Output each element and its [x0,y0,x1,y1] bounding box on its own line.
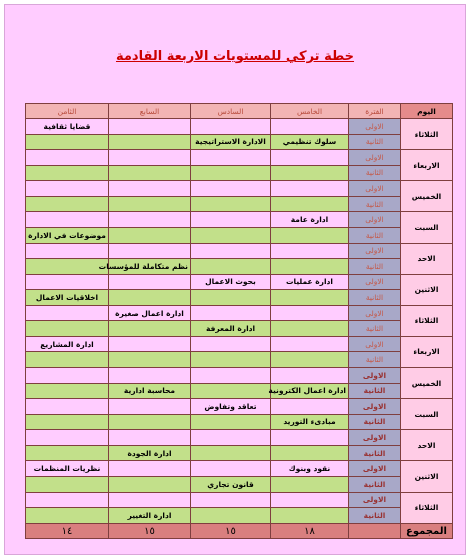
schedule-row [26,290,453,306]
course-cell [271,321,349,337]
period-cell: الاولى [349,274,401,290]
schedule-row [26,336,453,352]
course-cell: مبادىء التوريد [271,414,349,430]
total-empty-cell [349,524,401,539]
schedule-row [26,414,453,430]
period-cell: الاولى [349,492,401,508]
course-cell: اخلاقيات الاعمال [26,290,109,306]
header-period: الفترة [349,104,401,119]
period-cell: الاولى [349,305,401,321]
course-cell [191,508,271,524]
course-cell [26,243,109,259]
header-level-7: السابع [109,104,191,119]
course-cell [191,259,271,275]
schedule-row [26,508,453,524]
course-cell [271,165,349,181]
period-cell: الثانية [349,476,401,492]
course-cell [109,181,191,197]
course-cell: ادارة المعرفة [191,321,271,337]
total-level-7: ١٥ [109,524,191,539]
day-cell: الخميس [401,368,453,399]
header-level-8: الثامن [26,104,109,119]
header-level-5: الخامس [271,104,349,119]
course-cell: ادارة عامة [271,212,349,228]
period-cell: الثانية [349,352,401,368]
period-cell: الاولى [349,119,401,135]
course-cell [271,243,349,259]
course-cell [191,181,271,197]
course-cell [109,165,191,181]
course-cell [109,119,191,135]
course-cell [26,508,109,524]
period-cell: الاولى [349,368,401,384]
course-cell [109,290,191,306]
day-cell: الثلاثاء [401,305,453,336]
course-cell [191,165,271,181]
course-cell [109,134,191,150]
schedule-row [26,119,453,135]
course-cell: ادارة اعمال صغيرة [109,305,191,321]
course-cell [191,445,271,461]
day-cell: الاحد [401,430,453,461]
schedule-row [26,274,453,290]
course-cell [109,414,191,430]
period-cell: الاولى [349,181,401,197]
course-cell: نقود وبنوك [271,461,349,477]
course-cell [271,430,349,446]
course-cell [109,352,191,368]
day-cell: السبت [401,212,453,243]
course-cell [26,196,109,212]
course-cell [191,243,271,259]
period-cell: الاولى [349,399,401,415]
header-level-6: السادس [191,104,271,119]
course-cell [191,336,271,352]
period-cell: الاولى [349,461,401,477]
course-cell [26,430,109,446]
period-cell: الاولى [349,336,401,352]
course-cell [271,119,349,135]
schedule-row [26,181,453,197]
total-label: المجموع [401,524,453,539]
period-cell: الثانية [349,165,401,181]
course-cell [271,259,349,275]
course-cell [109,476,191,492]
course-cell: ادارة المشاريع [26,336,109,352]
course-cell [191,119,271,135]
course-cell: ادارة عمليات [271,274,349,290]
day-cell: الاثنين [401,274,453,305]
course-cell [26,368,109,384]
course-cell [26,492,109,508]
course-cell [271,445,349,461]
course-cell [109,336,191,352]
course-cell: موضوعات في الادارة [26,227,109,243]
course-cell [191,352,271,368]
course-cell [191,305,271,321]
course-cell [271,336,349,352]
schedule-row [26,368,453,384]
course-cell: محاسبة ادارية [109,383,191,399]
period-cell: الثانية [349,134,401,150]
period-cell: الثانية [349,196,401,212]
day-cell: الثلاثاء [401,119,453,150]
page-title: خطة تركي للمستويات الاربعة القادمة [115,49,355,64]
course-cell: نظم متكاملة للمؤسسات [109,259,191,275]
course-cell [191,430,271,446]
day-cell: الاثنين [401,461,453,492]
course-cell: قانون تجاري [191,476,271,492]
header-row [26,104,453,119]
course-cell [191,492,271,508]
course-cell [26,383,109,399]
schedule-row [26,383,453,399]
header-day: اليوم [401,104,453,119]
course-cell: بحوث الاعمال [191,274,271,290]
course-cell [271,368,349,384]
course-cell [191,368,271,384]
period-cell: الاولى [349,150,401,166]
course-cell [26,399,109,415]
course-cell [26,165,109,181]
course-cell [191,212,271,228]
schedule-row [26,212,453,228]
period-cell: الثانية [349,227,401,243]
course-cell [271,508,349,524]
schedule-row [26,305,453,321]
schedule-row [26,430,453,446]
course-cell [109,274,191,290]
course-cell: ادارة التغيير [109,508,191,524]
course-cell [26,414,109,430]
course-cell [271,290,349,306]
course-cell [109,368,191,384]
schedule-row [26,165,453,181]
course-cell [191,227,271,243]
course-cell: قضايا ثقافية [26,119,109,135]
course-cell [109,321,191,337]
course-cell [109,227,191,243]
course-cell [109,461,191,477]
course-cell [109,212,191,228]
schedule-row [26,243,453,259]
course-cell [26,212,109,228]
course-cell: تعاقد وتفاوض [191,399,271,415]
course-cell [191,150,271,166]
course-cell [26,476,109,492]
course-cell [271,399,349,415]
schedule-row [26,461,453,477]
period-cell: الثانية [349,508,401,524]
course-cell [271,181,349,197]
course-cell: ادارة الجودة [109,445,191,461]
schedule-row [26,134,453,150]
course-cell [109,399,191,415]
period-cell: الثانية [349,445,401,461]
course-cell [109,430,191,446]
course-cell [271,492,349,508]
schedule-row [26,227,453,243]
course-cell [191,196,271,212]
course-cell [26,274,109,290]
schedule-row [26,399,453,415]
total-level-6: ١٥ [191,524,271,539]
total-level-8: ١٤ [26,524,109,539]
course-cell [109,150,191,166]
course-cell [271,476,349,492]
day-cell: السبت [401,399,453,430]
period-cell: الاولى [349,243,401,259]
course-cell [26,445,109,461]
course-cell [26,259,109,275]
course-cell [271,150,349,166]
period-cell: الثانية [349,321,401,337]
course-cell [26,134,109,150]
day-cell: الثلاثاء [401,492,453,524]
total-row [26,524,453,539]
document-page [4,4,466,555]
day-cell: الاحد [401,243,453,274]
course-cell [109,492,191,508]
day-cell: الخميس [401,181,453,212]
course-cell: نظريات المنظمات [26,461,109,477]
course-cell [191,414,271,430]
total-level-5: ١٨ [271,524,349,539]
period-cell: الثانية [349,259,401,275]
course-cell [26,321,109,337]
course-cell [191,461,271,477]
day-cell: الاربعاء [401,150,453,181]
course-cell [271,352,349,368]
course-cell: الادارة الاستراتيجية [191,134,271,150]
course-cell [109,196,191,212]
course-cell [271,227,349,243]
course-cell [109,243,191,259]
course-cell [26,150,109,166]
schedule-row [26,352,453,368]
schedule-row [26,476,453,492]
period-cell: الاولى [349,430,401,446]
schedule-table [25,103,453,539]
period-cell: الاولى [349,212,401,228]
day-cell: الاربعاء [401,336,453,367]
course-cell [26,305,109,321]
course-cell [271,196,349,212]
period-cell: الثانية [349,383,401,399]
course-cell: ادارة اعمال الكترونية [271,383,349,399]
schedule-row [26,492,453,508]
course-cell [26,181,109,197]
period-cell: الثانية [349,290,401,306]
schedule-row [26,321,453,337]
course-cell [191,290,271,306]
course-cell [26,352,109,368]
period-cell: الثانية [349,414,401,430]
course-cell: سلوك تنظيمي [271,134,349,150]
schedule-row [26,196,453,212]
course-cell [271,305,349,321]
schedule-row [26,445,453,461]
course-cell [191,383,271,399]
schedule-row [26,150,453,166]
schedule-row [26,259,453,275]
